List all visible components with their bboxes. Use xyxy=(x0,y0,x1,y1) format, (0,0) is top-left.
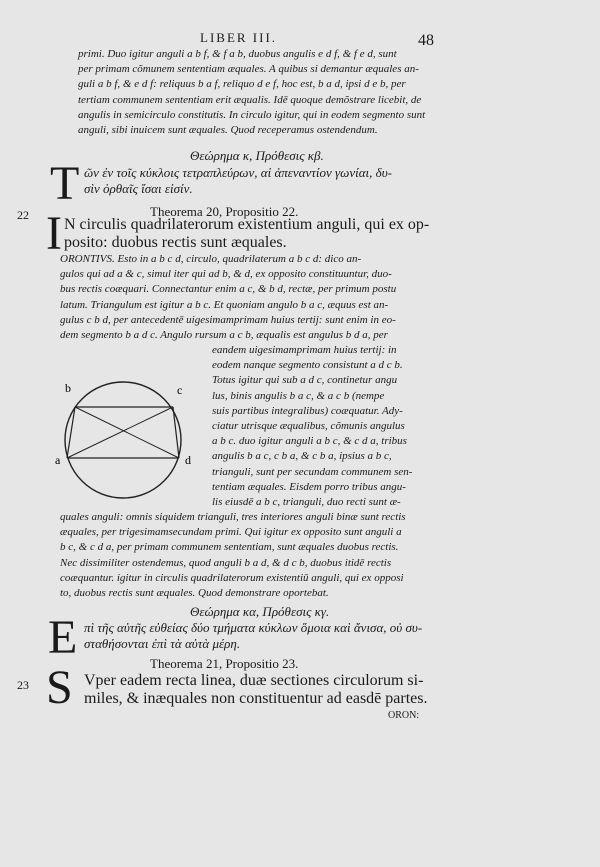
text-line: gulos qui ad a & c, simul iter qui ad b, & d, ex opposito constituuntur, duo- xyxy=(60,268,392,281)
catchword: ORON: xyxy=(388,710,420,721)
greek-dropcap: Τ xyxy=(50,157,80,210)
text-line: angulis b a c, c b a, & c b a, ipsius a b c, xyxy=(212,450,392,463)
text-line: lus, binis angulis b a c, & a c b (nempe xyxy=(212,389,385,402)
text-line: to, duobus rectis sunt æquales. Quod demonstrare oportebat. xyxy=(60,587,329,600)
text-line: Totus igitur qui sub a d c, continetur angu xyxy=(212,374,398,387)
commentary-full xyxy=(60,252,430,343)
text-line: guli a b f, & e d f: reliquus b a f, reliquo d e f, hoc est, b a d, ipsi d e b, per xyxy=(78,78,406,91)
greek-enunciation xyxy=(84,165,454,197)
latin-theorem-heading: Theorema 21, Propositio 23. xyxy=(150,656,299,671)
text-line: dem segmento b a d c. Angulo rursum a c b, æqualis est angulus b d a, per xyxy=(60,329,388,342)
figure-label-d: d xyxy=(185,453,191,467)
text-line: miles, & inæquales non constituentur ad easdē partes. xyxy=(84,690,428,707)
text-line: coæquantur. igitur in circulis quadrilaterorum existentiū anguli, qui ex opposi xyxy=(60,571,404,584)
text-line: Nec dissimiliter ostendemus, quod anguli b a d, & d c b, duobus itidē rectis xyxy=(60,556,392,569)
text-line: æquales, per trigesimamsecundam primi. Qui igitur ex opposito sunt anguli a xyxy=(60,526,402,539)
figure-label-b: b xyxy=(65,381,71,395)
text-line: πὶ τῆς αὐτῆς εὐθείας δύο τμήματα κύκλων ὅμοια καὶ ἄνισα, οὐ συ- xyxy=(84,620,423,635)
text-line: σταθήσονται ἐπὶ τὰ αὐτὰ μέρη. xyxy=(84,636,241,651)
greek-theorem-heading: Θεώρημα κα, Πρόθεσις κγ. xyxy=(190,604,330,619)
text-line: trianguli, sunt per secundam communem sen- xyxy=(212,465,413,478)
text-line: per primam cõmunem sententiam æquales. A quibus si demantur æquales an- xyxy=(78,63,419,76)
text-line: ῶν ἐν τοῖς κύκλοις τετραπλεύρων, αἱ ἀπεναντίον γωνίαι, δυ- xyxy=(84,165,393,180)
circle-quadrilateral-figure xyxy=(55,370,195,510)
figure-label-a: a xyxy=(55,453,61,467)
text-line: anguli, sibi inuicem sunt æquales. Quod receperamus ostendendum. xyxy=(78,124,378,137)
figure-label-c: c xyxy=(177,383,183,397)
text-line: eandem uigesimamprimam huius tertij: in xyxy=(212,344,397,356)
text-line: tertiam communem sententiam erit æqualis. Idē quoque demõstrare licebit, de xyxy=(78,93,422,106)
text-line: primi. Duo igitur anguli a b f, & f a b, duobus angulis e d f, & f e d, sunt xyxy=(78,48,397,60)
enunciation xyxy=(84,672,454,708)
text-line: σὶν ὀρθαῖς ἴσαι εἰσίν. xyxy=(84,181,193,196)
text-line: posito: duobus rectis sunt æquales. xyxy=(64,234,287,251)
text-line: ciatur utrisque æqualibus, cõmunis angulus xyxy=(212,420,405,433)
margin-number: 22 xyxy=(17,208,29,222)
latin-theorem-heading: Theorema 20, Propositio 22. xyxy=(150,204,299,219)
text-line: bus rectis coæquari. Connectantur enim a c, & b d, rectæ, per primum postu xyxy=(60,283,397,296)
page-number: 48 xyxy=(418,32,434,49)
text-line: a b c. duo igitur anguli a b c, & c d a, tribus xyxy=(212,435,407,448)
enunciation-dropcap: I xyxy=(46,207,62,260)
text-line: suis partibus integralibus) coæquatur. Ady- xyxy=(212,404,403,417)
text-line: quales anguli: omnis siquidem trianguli, tres interiores anguli binæ sunt rectis xyxy=(60,511,406,523)
enunciation-dropcap: S xyxy=(46,661,73,714)
text-line: eodem nanque segmento consistunt a d c b. xyxy=(212,359,403,372)
text-line: lis eiusdē a b c, trianguli, duo recti sunt æ- xyxy=(212,496,401,509)
text-line: b c, & c d a, per primam communem sententiam, sunt æquales duobus rectis. xyxy=(60,541,399,554)
text-line: latum. Triangulum est igitur a b c. Et quoniam angulo b a c, æquus est an- xyxy=(60,298,389,311)
text-line: tentiam æquales. Eisdem porro tribus angu- xyxy=(212,480,406,493)
text-line: ORONTIVS. Esto in a b c d, circulo, quadrilaterum a b c d: dico an- xyxy=(60,253,362,265)
margin-number: 23 xyxy=(17,678,29,692)
running-head: LIBER III. xyxy=(200,30,278,45)
greek-dropcap: Ε xyxy=(48,611,78,664)
greek-theorem-heading: Θεώρημα κ, Πρόθεσις κβ. xyxy=(190,148,324,163)
greek-enunciation xyxy=(84,620,454,652)
commentary-beside-figure xyxy=(212,343,450,510)
intro-paragraph xyxy=(78,47,448,138)
text-line: Vper eadem recta linea, duæ sectiones circulorum si- xyxy=(84,672,424,689)
text-line: angulis in semicirculo constitutis. In circulo igitur, qui in eodem segmento sunt xyxy=(78,108,426,121)
enunciation xyxy=(64,216,434,252)
commentary-tail xyxy=(60,510,430,601)
text-line: gulus c b d, per antecedentē uigesimamprimam huius tertij: sunt enim in eo- xyxy=(60,313,396,326)
text-line: N circulis quadrilaterorum existentium anguli, qui ex op- xyxy=(64,216,430,233)
